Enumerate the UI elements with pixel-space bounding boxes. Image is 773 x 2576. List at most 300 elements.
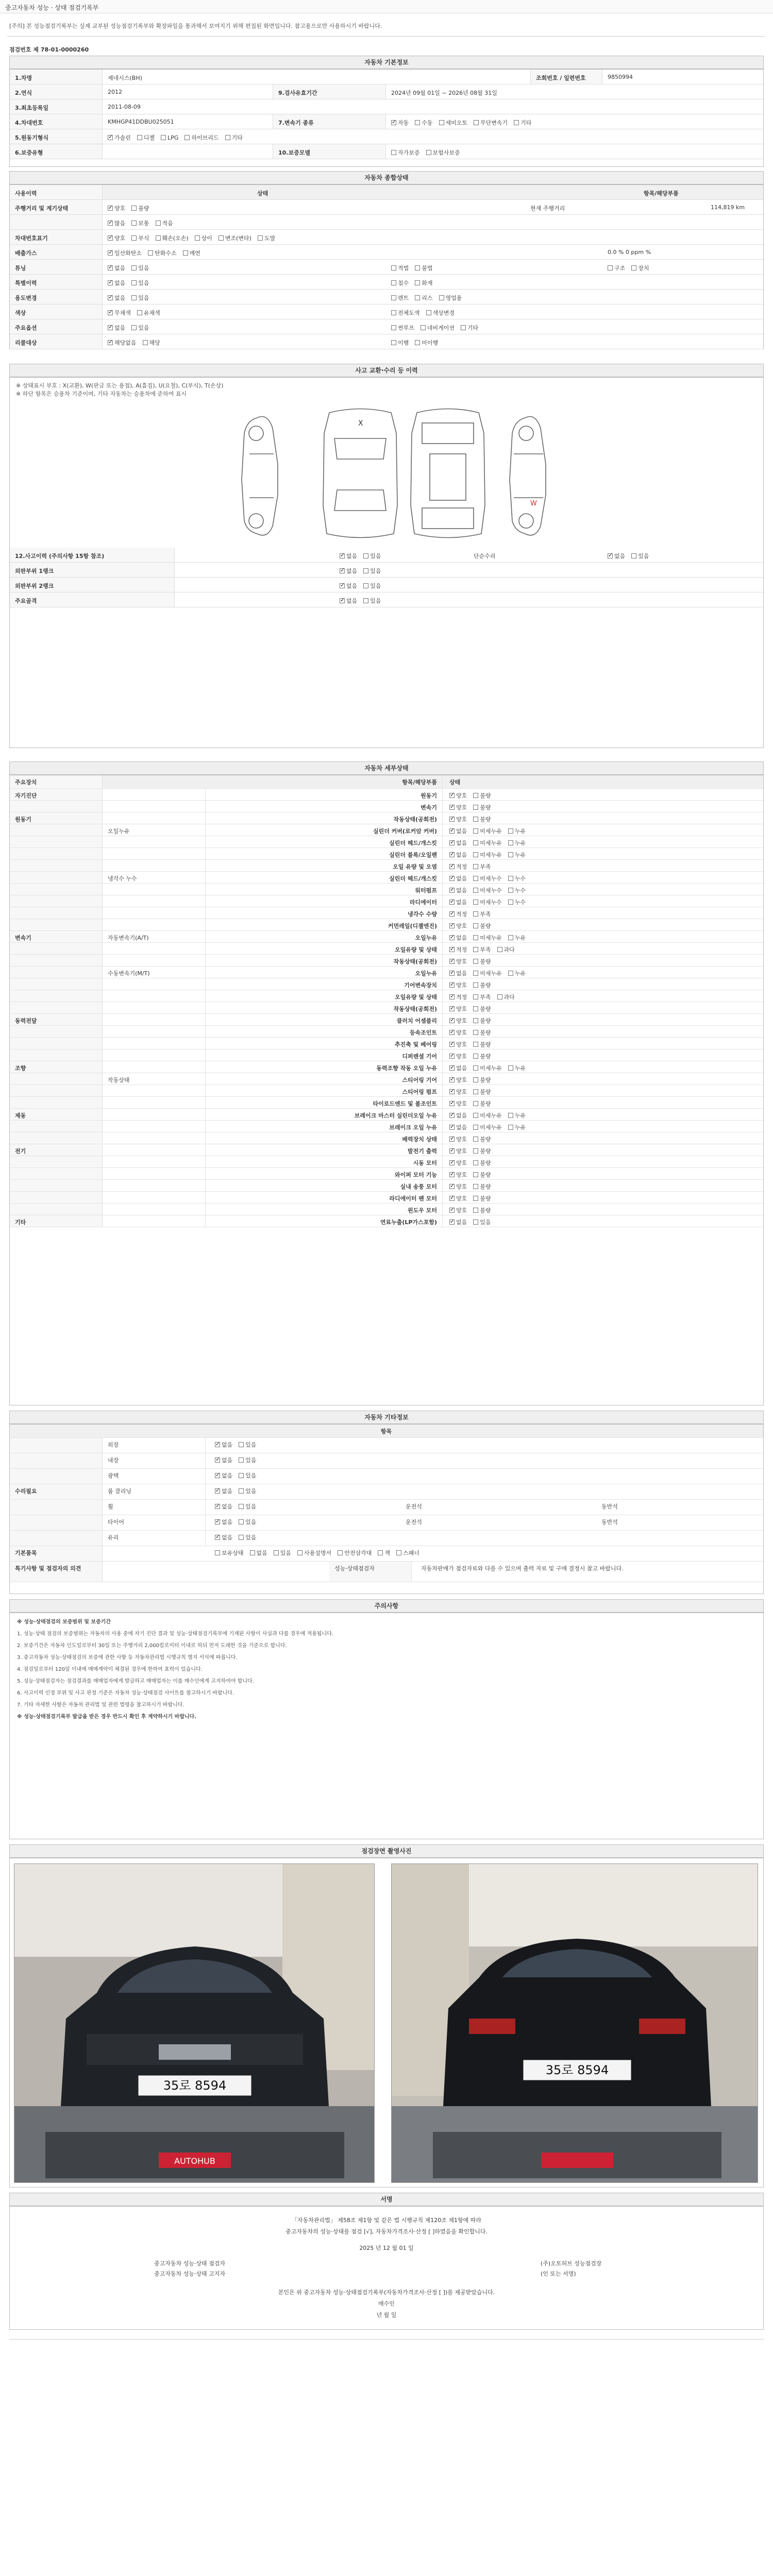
option[interactable] bbox=[338, 1550, 372, 1556]
option[interactable] bbox=[473, 840, 502, 846]
checkbox[interactable] bbox=[449, 840, 455, 845]
checkbox[interactable] bbox=[449, 1054, 455, 1059]
checkbox[interactable] bbox=[415, 120, 420, 125]
checkbox[interactable] bbox=[473, 793, 478, 798]
checkbox[interactable] bbox=[131, 325, 137, 330]
option[interactable] bbox=[415, 280, 432, 286]
option[interactable] bbox=[497, 994, 515, 1001]
option[interactable] bbox=[250, 1550, 267, 1556]
option[interactable] bbox=[473, 804, 491, 811]
checkbox[interactable] bbox=[340, 598, 345, 603]
option[interactable] bbox=[473, 1148, 491, 1155]
option[interactable] bbox=[108, 220, 125, 227]
option[interactable] bbox=[473, 1100, 491, 1107]
option[interactable] bbox=[449, 1112, 467, 1119]
option[interactable] bbox=[473, 887, 502, 894]
checkbox[interactable] bbox=[473, 1172, 478, 1177]
checkbox[interactable] bbox=[474, 120, 479, 125]
option[interactable] bbox=[461, 325, 478, 331]
option[interactable] bbox=[449, 1029, 467, 1036]
option[interactable] bbox=[473, 923, 491, 929]
checkbox[interactable] bbox=[449, 805, 455, 810]
checkbox[interactable] bbox=[274, 1550, 279, 1555]
checkbox[interactable] bbox=[508, 840, 513, 845]
option[interactable] bbox=[239, 1534, 256, 1541]
option[interactable] bbox=[391, 325, 414, 331]
checkbox[interactable] bbox=[449, 876, 455, 881]
checkbox[interactable] bbox=[473, 1077, 478, 1082]
option[interactable] bbox=[215, 1503, 232, 1510]
checkbox[interactable] bbox=[497, 994, 502, 999]
checkbox[interactable] bbox=[143, 340, 148, 345]
checkbox[interactable] bbox=[156, 235, 161, 241]
option[interactable] bbox=[449, 923, 467, 929]
option[interactable] bbox=[340, 553, 357, 560]
option[interactable] bbox=[508, 899, 526, 906]
option[interactable] bbox=[108, 340, 137, 346]
checkbox[interactable] bbox=[239, 1504, 244, 1509]
option[interactable] bbox=[449, 1089, 467, 1095]
option[interactable] bbox=[449, 982, 467, 989]
checkbox[interactable] bbox=[449, 793, 455, 798]
option[interactable] bbox=[473, 1160, 491, 1166]
checkbox[interactable] bbox=[396, 1550, 401, 1555]
option[interactable] bbox=[215, 1457, 232, 1464]
checkbox[interactable] bbox=[449, 900, 455, 905]
option[interactable] bbox=[473, 1183, 491, 1190]
checkbox[interactable] bbox=[131, 235, 137, 241]
checkbox[interactable] bbox=[449, 1077, 455, 1082]
option[interactable] bbox=[449, 1136, 467, 1143]
option[interactable] bbox=[608, 265, 625, 272]
checkbox[interactable] bbox=[108, 280, 113, 285]
checkbox[interactable] bbox=[473, 923, 478, 928]
option[interactable] bbox=[449, 899, 467, 906]
checkbox[interactable] bbox=[215, 1488, 220, 1494]
option[interactable] bbox=[473, 946, 491, 953]
option[interactable] bbox=[473, 1219, 491, 1226]
option[interactable] bbox=[449, 840, 467, 846]
option[interactable] bbox=[473, 1006, 491, 1012]
option[interactable] bbox=[449, 994, 467, 1001]
option[interactable] bbox=[631, 265, 649, 272]
checkbox[interactable] bbox=[608, 265, 613, 270]
option[interactable] bbox=[391, 295, 409, 301]
checkbox[interactable] bbox=[473, 1219, 478, 1225]
option[interactable] bbox=[137, 134, 155, 141]
option[interactable] bbox=[449, 1160, 467, 1166]
checkbox[interactable] bbox=[239, 1458, 244, 1463]
option[interactable] bbox=[161, 134, 178, 141]
option[interactable] bbox=[508, 828, 526, 835]
option[interactable] bbox=[239, 1442, 256, 1448]
checkbox[interactable] bbox=[340, 568, 345, 573]
checkbox[interactable] bbox=[215, 1535, 220, 1540]
checkbox[interactable] bbox=[473, 1160, 478, 1165]
option[interactable] bbox=[449, 970, 467, 977]
option[interactable] bbox=[108, 295, 125, 301]
checkbox[interactable] bbox=[473, 1054, 478, 1059]
option[interactable] bbox=[473, 1018, 491, 1024]
option[interactable] bbox=[215, 1534, 232, 1541]
option[interactable] bbox=[473, 792, 491, 799]
option[interactable] bbox=[108, 250, 142, 257]
checkbox[interactable] bbox=[461, 325, 466, 330]
option[interactable] bbox=[508, 970, 526, 977]
checkbox[interactable] bbox=[449, 1089, 455, 1094]
option[interactable] bbox=[184, 134, 219, 141]
option[interactable] bbox=[363, 568, 381, 574]
option[interactable] bbox=[340, 583, 357, 589]
option[interactable] bbox=[108, 310, 131, 316]
checkbox[interactable] bbox=[449, 994, 455, 999]
checkbox[interactable] bbox=[449, 1065, 455, 1071]
checkbox[interactable] bbox=[131, 265, 137, 270]
checkbox[interactable] bbox=[161, 135, 166, 140]
option[interactable] bbox=[421, 325, 455, 331]
option[interactable] bbox=[239, 1503, 256, 1510]
checkbox[interactable] bbox=[473, 959, 478, 964]
checkbox[interactable] bbox=[449, 971, 455, 976]
option[interactable] bbox=[391, 310, 420, 316]
option[interactable] bbox=[391, 280, 409, 286]
checkbox[interactable] bbox=[473, 1125, 478, 1130]
checkbox[interactable] bbox=[363, 598, 368, 603]
option[interactable] bbox=[508, 840, 526, 846]
checkbox[interactable] bbox=[449, 888, 455, 893]
checkbox[interactable] bbox=[131, 295, 137, 300]
option[interactable] bbox=[473, 1195, 491, 1202]
checkbox[interactable] bbox=[608, 553, 613, 558]
checkbox[interactable] bbox=[473, 947, 478, 952]
option[interactable] bbox=[239, 1472, 256, 1479]
checkbox[interactable] bbox=[258, 235, 263, 241]
option[interactable] bbox=[473, 1207, 491, 1214]
option[interactable] bbox=[449, 863, 467, 870]
option[interactable] bbox=[156, 220, 173, 227]
checkbox[interactable] bbox=[378, 1550, 383, 1555]
checkbox[interactable] bbox=[497, 947, 502, 952]
option[interactable] bbox=[131, 265, 149, 272]
checkbox[interactable] bbox=[473, 1101, 478, 1106]
checkbox[interactable] bbox=[449, 1137, 455, 1142]
checkbox[interactable] bbox=[137, 135, 142, 140]
checkbox[interactable] bbox=[473, 817, 478, 822]
checkbox[interactable] bbox=[215, 1442, 220, 1447]
option[interactable] bbox=[215, 1442, 232, 1448]
checkbox[interactable] bbox=[473, 1208, 478, 1213]
option[interactable] bbox=[473, 911, 491, 918]
checkbox[interactable] bbox=[449, 1125, 455, 1130]
option[interactable] bbox=[340, 568, 357, 574]
option[interactable] bbox=[449, 1195, 467, 1202]
checkbox[interactable] bbox=[215, 1458, 220, 1463]
checkbox[interactable] bbox=[473, 1113, 478, 1118]
option[interactable] bbox=[514, 120, 531, 126]
checkbox[interactable] bbox=[391, 265, 396, 270]
option[interactable] bbox=[131, 235, 149, 242]
option[interactable] bbox=[473, 994, 491, 1001]
option[interactable] bbox=[508, 1124, 526, 1131]
option[interactable] bbox=[449, 1006, 467, 1012]
option[interactable] bbox=[391, 265, 409, 272]
checkbox[interactable] bbox=[239, 1488, 244, 1494]
checkbox[interactable] bbox=[449, 1184, 455, 1189]
checkbox[interactable] bbox=[415, 340, 420, 345]
checkbox[interactable] bbox=[219, 235, 224, 241]
checkbox[interactable] bbox=[449, 935, 455, 940]
checkbox[interactable] bbox=[449, 852, 455, 857]
option[interactable] bbox=[426, 310, 455, 316]
checkbox[interactable] bbox=[508, 971, 513, 976]
option[interactable] bbox=[449, 935, 467, 941]
option[interactable] bbox=[239, 1519, 256, 1526]
option[interactable] bbox=[439, 120, 468, 126]
option[interactable] bbox=[363, 598, 381, 604]
option[interactable] bbox=[131, 295, 149, 301]
checkbox[interactable] bbox=[215, 1473, 220, 1478]
checkbox[interactable] bbox=[250, 1550, 255, 1555]
option[interactable] bbox=[473, 935, 502, 941]
option[interactable] bbox=[449, 1018, 467, 1024]
checkbox[interactable] bbox=[426, 310, 431, 315]
checkbox[interactable] bbox=[473, 935, 478, 940]
checkbox[interactable] bbox=[473, 1065, 478, 1071]
checkbox[interactable] bbox=[449, 1101, 455, 1106]
checkbox[interactable] bbox=[508, 888, 513, 893]
checkbox[interactable] bbox=[449, 1113, 455, 1118]
option[interactable] bbox=[415, 265, 432, 272]
checkbox[interactable] bbox=[449, 923, 455, 928]
option[interactable] bbox=[340, 598, 357, 604]
option[interactable] bbox=[449, 875, 467, 882]
checkbox[interactable] bbox=[473, 1196, 478, 1201]
checkbox[interactable] bbox=[473, 1148, 478, 1154]
option[interactable] bbox=[449, 911, 467, 918]
checkbox[interactable] bbox=[449, 1172, 455, 1177]
checkbox[interactable] bbox=[508, 1113, 513, 1118]
checkbox[interactable] bbox=[508, 1125, 513, 1130]
checkbox[interactable] bbox=[184, 135, 190, 140]
checkbox[interactable] bbox=[449, 1208, 455, 1213]
option[interactable] bbox=[473, 982, 491, 989]
option[interactable] bbox=[219, 235, 251, 242]
checkbox[interactable] bbox=[239, 1442, 244, 1447]
option[interactable] bbox=[473, 1077, 491, 1083]
option[interactable] bbox=[473, 958, 491, 965]
checkbox[interactable] bbox=[108, 206, 113, 211]
option[interactable] bbox=[297, 1550, 331, 1556]
option[interactable] bbox=[148, 250, 177, 257]
checkbox[interactable] bbox=[108, 295, 113, 300]
option[interactable] bbox=[108, 265, 125, 272]
checkbox[interactable] bbox=[449, 982, 455, 988]
option[interactable] bbox=[391, 340, 409, 346]
checkbox[interactable] bbox=[108, 265, 113, 270]
option[interactable] bbox=[378, 1550, 390, 1556]
checkbox[interactable] bbox=[183, 250, 188, 256]
checkbox[interactable] bbox=[131, 280, 137, 285]
checkbox[interactable] bbox=[363, 553, 368, 558]
checkbox[interactable] bbox=[215, 1519, 220, 1524]
option[interactable] bbox=[608, 553, 625, 560]
option[interactable] bbox=[449, 1053, 467, 1060]
option[interactable] bbox=[108, 205, 125, 212]
checkbox[interactable] bbox=[439, 120, 444, 125]
checkbox[interactable] bbox=[108, 235, 113, 241]
checkbox[interactable] bbox=[449, 864, 455, 869]
option[interactable] bbox=[108, 280, 125, 286]
checkbox[interactable] bbox=[473, 1184, 478, 1189]
checkbox[interactable] bbox=[449, 1006, 455, 1011]
checkbox[interactable] bbox=[473, 1137, 478, 1142]
checkbox[interactable] bbox=[415, 280, 420, 285]
checkbox[interactable] bbox=[473, 852, 478, 857]
option[interactable] bbox=[508, 852, 526, 858]
option[interactable] bbox=[473, 1065, 502, 1072]
option[interactable] bbox=[449, 1172, 467, 1178]
checkbox[interactable] bbox=[108, 221, 113, 226]
checkbox[interactable] bbox=[225, 135, 230, 140]
option[interactable] bbox=[473, 863, 491, 870]
checkbox[interactable] bbox=[195, 235, 200, 241]
option[interactable] bbox=[473, 970, 502, 977]
option[interactable] bbox=[474, 120, 508, 126]
option[interactable] bbox=[391, 149, 420, 156]
checkbox[interactable] bbox=[239, 1535, 244, 1540]
option[interactable] bbox=[631, 553, 649, 560]
option[interactable] bbox=[449, 1077, 467, 1083]
checkbox[interactable] bbox=[338, 1550, 343, 1555]
checkbox[interactable] bbox=[473, 971, 478, 976]
option[interactable] bbox=[108, 325, 125, 331]
option[interactable] bbox=[449, 852, 467, 858]
option[interactable] bbox=[274, 1550, 291, 1556]
option[interactable] bbox=[473, 816, 491, 823]
option[interactable] bbox=[508, 935, 526, 941]
option[interactable] bbox=[195, 235, 212, 242]
option[interactable] bbox=[449, 1183, 467, 1190]
option[interactable] bbox=[473, 1136, 491, 1143]
option[interactable] bbox=[473, 828, 502, 835]
checkbox[interactable] bbox=[156, 221, 161, 226]
option[interactable] bbox=[108, 235, 125, 242]
checkbox[interactable] bbox=[473, 864, 478, 869]
checkbox[interactable] bbox=[363, 583, 368, 588]
option[interactable] bbox=[508, 875, 526, 882]
checkbox[interactable] bbox=[215, 1504, 220, 1509]
option[interactable] bbox=[426, 149, 460, 156]
checkbox[interactable] bbox=[131, 206, 137, 211]
checkbox[interactable] bbox=[508, 935, 513, 940]
checkbox[interactable] bbox=[415, 265, 420, 270]
checkbox[interactable] bbox=[508, 852, 513, 857]
option[interactable] bbox=[439, 295, 462, 301]
option[interactable] bbox=[258, 235, 275, 242]
checkbox[interactable] bbox=[449, 947, 455, 952]
option[interactable] bbox=[415, 120, 432, 126]
option[interactable] bbox=[449, 887, 467, 894]
option[interactable] bbox=[156, 235, 189, 242]
option[interactable] bbox=[449, 1065, 467, 1072]
option[interactable] bbox=[183, 250, 200, 257]
option[interactable] bbox=[449, 1124, 467, 1131]
option[interactable] bbox=[415, 295, 432, 301]
checkbox[interactable] bbox=[363, 568, 368, 573]
option[interactable] bbox=[415, 340, 438, 346]
option[interactable] bbox=[473, 1041, 491, 1048]
checkbox[interactable] bbox=[108, 310, 113, 315]
checkbox[interactable] bbox=[449, 1160, 455, 1165]
checkbox[interactable] bbox=[391, 325, 396, 330]
option[interactable] bbox=[473, 1053, 491, 1060]
checkbox[interactable] bbox=[239, 1519, 244, 1524]
checkbox[interactable] bbox=[473, 1089, 478, 1094]
checkbox[interactable] bbox=[514, 120, 519, 125]
checkbox[interactable] bbox=[473, 982, 478, 988]
checkbox[interactable] bbox=[415, 295, 420, 300]
option[interactable] bbox=[473, 1089, 491, 1095]
checkbox[interactable] bbox=[439, 295, 444, 300]
checkbox[interactable] bbox=[148, 250, 153, 256]
checkbox[interactable] bbox=[508, 876, 513, 881]
checkbox[interactable] bbox=[108, 135, 113, 140]
checkbox[interactable] bbox=[297, 1550, 303, 1555]
option[interactable] bbox=[473, 875, 502, 882]
checkbox[interactable] bbox=[421, 325, 426, 330]
checkbox[interactable] bbox=[340, 583, 345, 588]
checkbox[interactable] bbox=[108, 325, 113, 330]
option[interactable] bbox=[108, 134, 131, 141]
checkbox[interactable] bbox=[391, 280, 396, 285]
checkbox[interactable] bbox=[473, 994, 478, 999]
checkbox[interactable] bbox=[508, 1065, 513, 1071]
option[interactable] bbox=[449, 1219, 467, 1226]
checkbox[interactable] bbox=[449, 1018, 455, 1023]
checkbox[interactable] bbox=[473, 1018, 478, 1023]
checkbox[interactable] bbox=[473, 805, 478, 810]
option[interactable] bbox=[239, 1457, 256, 1464]
option[interactable] bbox=[137, 310, 160, 316]
option[interactable] bbox=[449, 1207, 467, 1214]
checkbox[interactable] bbox=[473, 1030, 478, 1035]
option[interactable] bbox=[449, 792, 467, 799]
checkbox[interactable] bbox=[391, 150, 396, 155]
option[interactable] bbox=[449, 1041, 467, 1048]
checkbox[interactable] bbox=[508, 900, 513, 905]
checkbox[interactable] bbox=[449, 1196, 455, 1201]
option[interactable] bbox=[215, 1472, 232, 1479]
checkbox[interactable] bbox=[215, 1550, 220, 1555]
checkbox[interactable] bbox=[239, 1473, 244, 1478]
checkbox[interactable] bbox=[108, 340, 113, 345]
option[interactable] bbox=[391, 120, 409, 126]
option[interactable] bbox=[131, 205, 149, 212]
checkbox[interactable] bbox=[391, 295, 396, 300]
option[interactable] bbox=[363, 553, 381, 560]
checkbox[interactable] bbox=[449, 817, 455, 822]
option[interactable] bbox=[473, 1112, 502, 1119]
checkbox[interactable] bbox=[508, 828, 513, 834]
option[interactable] bbox=[449, 816, 467, 823]
option[interactable] bbox=[215, 1550, 244, 1556]
option[interactable] bbox=[131, 220, 149, 227]
checkbox[interactable] bbox=[391, 120, 396, 125]
option[interactable] bbox=[239, 1488, 256, 1495]
option[interactable] bbox=[473, 1029, 491, 1036]
option[interactable] bbox=[215, 1519, 232, 1526]
option[interactable] bbox=[449, 1148, 467, 1155]
